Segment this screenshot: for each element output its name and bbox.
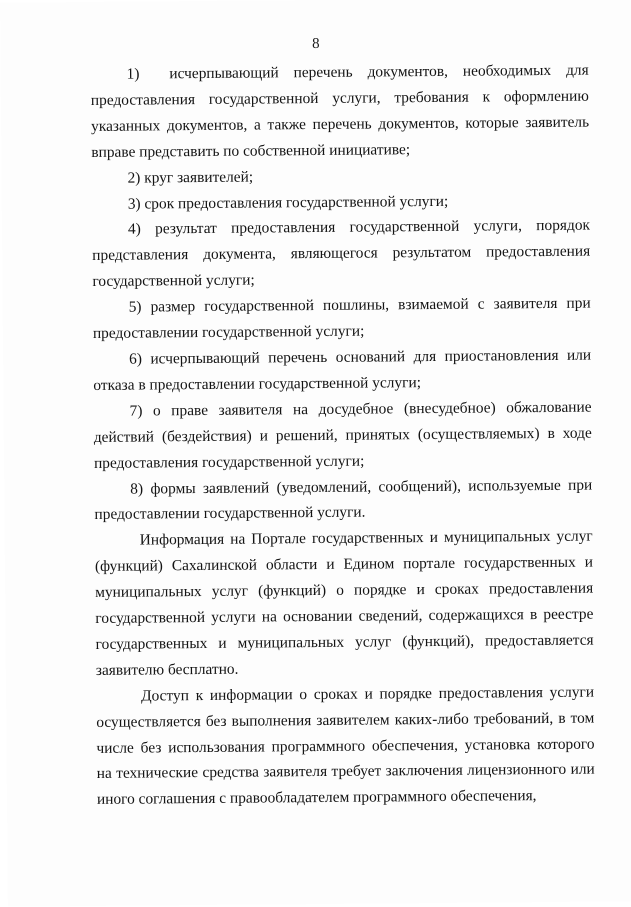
- paragraph-access-info: Доступ к информации о сроках и порядке предоставления услуги осуществляется без выполнения заявителем каких-либо требований, в том числе без использования программного обеспечения, установка которого на технические средства заявителя требует заключения лицензионного или иного соглашения с правообладателем программного обеспечения,: [96, 683, 595, 809]
- list-item-1: 1) исчерпывающий перечень документов, необходимых для предоставления государственной услуги, требования к оформлению указанных документов, а также перечень документов, которые заявитель вправе представить по собственной инициативе;: [90, 61, 590, 161]
- list-item-4: 4) результат предоставления государственной услуги, порядок представления документа, являющегося результатом предоставления государственной услуги;: [92, 217, 591, 291]
- list-item-5: 5) размер государственной пошлины, взимаемой с заявителя при предоставлении государственной услуги;: [92, 294, 591, 343]
- list-item-6: 6) исчерпывающий перечень оснований для приостановления или отказа в предоставлении государственной услуги;: [93, 346, 592, 394]
- list-item-2: 2) круг заявителей;: [127, 168, 254, 187]
- document-body: [91, 58, 596, 814]
- list-item-8: 8) формы заявлений (уведомлений, сообщений), используемые при предоставлении государственной услуги.: [94, 476, 593, 524]
- paragraph-portal-info: Информация на Портале государственных и муниципальных услуг (функций) Сахалинской области и Едином портале государственных и муниципальных услуг (функций) о порядке и сроках предоставления государственной услуги на основании сведений, содержащихся в реестре государственных и муниципальных услуг (функций), предоставляется заявителю бесплатно.: [94, 527, 594, 679]
- page-number: 8: [312, 35, 320, 53]
- list-item-3: 3) срок предоставления государственной услуги;: [127, 192, 449, 213]
- list-item-7: 7) о праве заявителя на досудебное (внесудебное) обжалование действий (бездействия) и решений, принятых (осуществляемых) в ходе предоставления государственной услуги;: [93, 398, 592, 472]
